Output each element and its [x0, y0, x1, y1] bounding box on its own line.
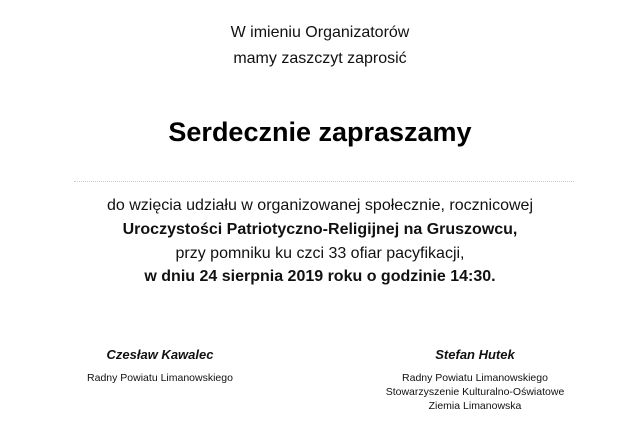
signatory-name: Stefan Hutek [435, 347, 515, 362]
invitation-headline: Serdecznie zapraszamy [168, 117, 472, 147]
signatory-organization: Ziemia Limanowska [428, 400, 522, 412]
signatory-organization: Stowarzyszenie Kulturalno-Oświatowe [385, 386, 565, 398]
signatory-role: Radny Powiatu Limanowskiego [87, 372, 233, 384]
intro-line: W imieniu Organizatorów [230, 24, 410, 41]
signatory-name: Czesław Kawalec [106, 347, 214, 362]
intro-line: mamy zaszczyt zaprosić [233, 50, 407, 67]
dotted-separator [74, 181, 574, 182]
signatory-role: Radny Powiatu Limanowskiego [402, 372, 548, 384]
event-date-time: w dniu 24 sierpnia 2019 roku o godzinie 14:30. [144, 268, 496, 285]
invitation-text-line: przy pomniku ku czci 33 ofiar pacyfikacji, [175, 245, 465, 262]
signatory-left [60, 347, 260, 385]
signatory-right [360, 347, 590, 413]
event-name: Uroczystości Patriotyczno-Religijnej na Gruszowcu, [122, 221, 518, 238]
invitation-text-line: do wzięcia udziału w organizowanej społecznie, rocznicowej [107, 197, 533, 214]
